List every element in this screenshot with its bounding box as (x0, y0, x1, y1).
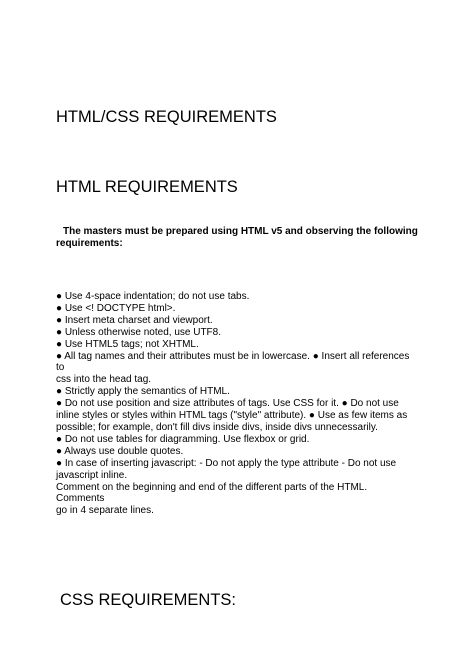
list-item: Comment on the beginning and end of the different parts of the HTML. Comments (56, 481, 368, 505)
list-item: ● In case of inserting javascript: - Do not apply the type attribute - Do not use (56, 457, 397, 469)
list-item: ● Unless otherwise noted, use UTF8. (56, 326, 221, 338)
list-item: ● Do not use tables for diagramming. Use flexbox or grid. (56, 433, 310, 445)
css-requirements-heading: CSS REQUIREMENTS: (60, 591, 237, 609)
intro-line-1: The masters must be prepared using HTML v5 and observing the following (63, 226, 418, 237)
list-item: inline styles or styles within HTML tags ("style" attribute). ● Use as few items as (56, 410, 408, 422)
list-item: css into the head tag. (56, 374, 152, 386)
list-item: possible; for example, don't fill divs inside divs, inside divs unnecessarily. (56, 421, 378, 433)
document-title: HTML/CSS REQUIREMENTS (56, 108, 277, 126)
list-item: ● Use HTML5 tags; not XHTML. (56, 338, 199, 350)
list-item: ● Strictly apply the semantics of HTML. (56, 386, 230, 398)
list-item: ● Do not use position and size attributes of tags. Use CSS for it. ● Do not use (56, 398, 399, 410)
list-item: ● All tag names and their attributes must be in lowercase. ● Insert all references to (56, 350, 410, 374)
list-item: ● Use 4-space indentation; do not use tabs. (56, 291, 250, 302)
list-item: ● Insert meta charset and viewport. (56, 314, 213, 326)
list-item: ● Always use double quotes. (56, 445, 184, 457)
list-item: go in 4 separate lines. (56, 505, 154, 517)
list-item: ● Use <! DOCTYPE html>. (56, 302, 176, 314)
intro-line-2: requirements: (56, 238, 123, 249)
html-requirements-list (56, 291, 418, 517)
html-requirements-intro (56, 226, 423, 250)
html-requirements-heading: HTML REQUIREMENTS (56, 178, 238, 196)
list-item: javascript inline. (56, 469, 128, 481)
